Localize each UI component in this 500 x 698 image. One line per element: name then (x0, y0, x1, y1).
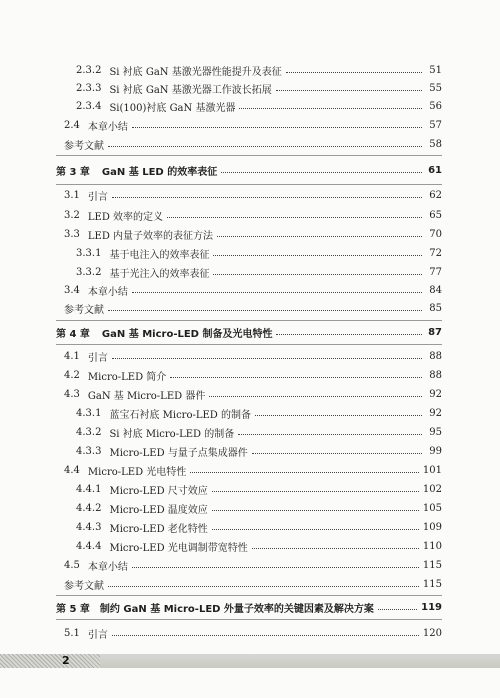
toc-entry[interactable] (76, 518, 442, 536)
dot-leader (167, 217, 422, 218)
toc-entry[interactable] (76, 97, 442, 115)
toc-entry-number: 3.3.2 (76, 266, 102, 278)
toc-chapter-number: 第 3 章 (56, 166, 90, 178)
toc-entry-title: Si(100)衬底 GaN 基激光器 (109, 102, 236, 114)
toc-entry[interactable] (76, 499, 442, 517)
toc-entry-title: 引言 (87, 191, 108, 203)
toc-entry-page: 88 (429, 350, 442, 362)
toc-entry[interactable] (76, 263, 442, 281)
toc-entry-number: 4.4.4 (76, 540, 102, 552)
toc-entry-page: 70 (429, 228, 442, 240)
toc-entry[interactable] (64, 135, 442, 153)
toc-entry[interactable] (76, 79, 442, 97)
dot-leader (209, 396, 422, 397)
toc-entry-page: 105 (422, 502, 442, 514)
toc-entry-page: 101 (422, 464, 442, 476)
toc-chapter-title: GaN 基 LED 的效率表征 (101, 166, 218, 178)
toc-entry-title: Si 衬底 GaN 基激光器性能提升及表征 (109, 66, 282, 78)
toc-entry-page: 95 (429, 426, 442, 438)
dot-leader (221, 172, 422, 173)
toc-chapter-number: 第 5 章 (56, 603, 90, 615)
toc-entry-title: 本章小结 (87, 286, 128, 298)
chapter-divider (56, 320, 442, 321)
dot-leader (112, 635, 419, 636)
toc-entry[interactable] (64, 116, 442, 134)
dot-leader (212, 491, 419, 492)
toc-entry-title: Micro-LED 简介 (87, 371, 167, 383)
toc-entry-number: 3.1 (64, 189, 80, 201)
toc-entry-number: 4.3.2 (76, 426, 102, 438)
dot-leader (212, 510, 419, 511)
toc-entry-page: 85 (429, 302, 442, 314)
toc-entry-page: 109 (422, 521, 442, 533)
toc-chapter[interactable] (56, 323, 442, 341)
toc-entry-page: 72 (429, 247, 442, 259)
toc-entry-page: 115 (422, 578, 442, 590)
toc-entry-title: Micro-LED 光电调制带宽特性 (109, 542, 248, 554)
toc-entry-title: Micro-LED 老化特性 (109, 523, 208, 535)
toc-entry-title: LED 内量子效率的表征方法 (87, 230, 214, 242)
toc-entry-page: 58 (429, 138, 442, 150)
toc-entry-title: 基于电注入的效率表征 (109, 249, 210, 261)
toc-entry-number: 4.4.1 (76, 483, 102, 495)
toc-entry[interactable] (64, 385, 442, 403)
toc-entry-page: 92 (429, 407, 442, 419)
dot-leader (132, 127, 422, 128)
chapter-divider (56, 619, 442, 620)
toc-entry-title: 蓝宝石衬底 Micro-LED 的制备 (109, 409, 251, 421)
toc-chapter-title: 制约 GaN 基 Micro-LED 外量子效率的关键因素及解决方案 (99, 603, 374, 615)
dot-leader (276, 90, 422, 91)
toc-entry[interactable] (64, 461, 442, 479)
toc-entry-number: 4.5 (64, 559, 80, 571)
toc-entry-page: 77 (429, 266, 442, 278)
toc-entry-number: 3.3.1 (76, 247, 102, 259)
toc-entry[interactable] (76, 404, 442, 422)
toc-entry[interactable] (76, 61, 442, 79)
dot-leader (213, 274, 422, 275)
toc-entry-page: 88 (429, 369, 442, 381)
toc-entry-title: 参考文献 (64, 580, 104, 592)
dot-leader (255, 415, 422, 416)
dot-leader (286, 72, 422, 73)
toc-entry-number: 4.3 (64, 388, 80, 400)
toc-entry-title: 引言 (87, 352, 108, 364)
toc-entry-title: Si 衬底 GaN 基激光器工作波长拓展 (109, 84, 272, 96)
toc-entry-number: 3.4 (64, 284, 80, 296)
toc-entry-number: 4.3.1 (76, 407, 102, 419)
toc-entry-page: 56 (429, 100, 442, 112)
toc-entry-number: 4.3.3 (76, 445, 102, 457)
toc-entry-page: 57 (429, 119, 442, 131)
dot-leader (112, 197, 422, 198)
toc-entry-page: 55 (429, 82, 442, 94)
toc-entry[interactable] (76, 480, 442, 498)
toc-entry-title: 参考文献 (64, 304, 104, 316)
toc-entry-title: 本章小结 (87, 121, 128, 133)
toc-entry[interactable] (64, 281, 442, 299)
toc-chapter-page: 119 (421, 601, 442, 613)
toc-entry-number: 3.2 (64, 209, 80, 221)
toc-entry-page: 102 (422, 483, 442, 495)
toc-entry[interactable] (64, 299, 442, 317)
dot-leader (217, 236, 422, 237)
toc-entry[interactable] (64, 624, 442, 642)
toc-entry-title: Si 衬底 Micro-LED 的制备 (109, 428, 235, 440)
toc-entry-title: 本章小结 (87, 561, 128, 573)
toc-entry-number: 4.2 (64, 369, 80, 381)
toc-entry[interactable] (64, 366, 442, 384)
dot-leader (252, 453, 422, 454)
toc-chapter-title: GaN 基 Micro-LED 制备及光电特性 (101, 328, 273, 340)
toc-entry-title: LED 效率的定义 (87, 211, 164, 223)
chapter-divider (56, 595, 442, 596)
toc-entry-number: 4.4.3 (76, 521, 102, 533)
toc-entry-page: 84 (429, 284, 442, 296)
chapter-divider (56, 155, 442, 156)
footer-decoration (0, 654, 100, 668)
toc-entry[interactable] (64, 556, 442, 574)
toc-entry-title: GaN 基 Micro-LED 器件 (87, 390, 206, 402)
toc-entry-page: 92 (429, 388, 442, 400)
dot-leader (238, 434, 422, 435)
toc-chapter-page: 61 (428, 164, 442, 176)
toc-entry-page: 62 (429, 189, 442, 201)
toc-chapter-page: 87 (428, 326, 442, 338)
dot-leader (378, 609, 417, 610)
toc-entry[interactable] (76, 537, 442, 555)
dot-leader (132, 292, 422, 293)
toc-entry-number: 4.4 (64, 464, 80, 476)
chapter-divider (56, 344, 442, 345)
toc-entry-number: 4.1 (64, 350, 80, 362)
toc-entry-number: 2.3.4 (76, 100, 102, 112)
toc-entry[interactable] (64, 186, 442, 204)
dot-leader (112, 358, 422, 359)
dot-leader (213, 255, 422, 256)
dot-leader (132, 567, 419, 568)
dot-leader (212, 529, 419, 530)
toc-entry-title: 引言 (87, 629, 108, 641)
chapter-divider (56, 184, 442, 185)
page-number: 2 (62, 654, 70, 667)
toc-entry-number: 2.3.2 (76, 64, 102, 76)
dot-leader (170, 377, 422, 378)
toc-entry[interactable] (64, 347, 442, 365)
dot-leader (108, 310, 422, 311)
toc-entry-title: 基于光注入的效率表征 (109, 268, 210, 280)
toc-entry[interactable] (64, 225, 442, 243)
toc-entry[interactable] (76, 244, 442, 262)
dot-leader (276, 334, 422, 335)
toc-chapter[interactable] (56, 161, 442, 179)
toc-entry-page: 99 (429, 445, 442, 457)
toc-entry-title: Micro-LED 与量子点集成器件 (109, 447, 248, 459)
toc-entry-title: 参考文献 (64, 140, 104, 152)
toc-entry-page: 65 (429, 209, 442, 221)
toc-entry[interactable] (64, 575, 442, 593)
dot-leader (108, 586, 419, 587)
toc-entry-number: 2.4 (64, 119, 80, 131)
toc-entry-page: 51 (429, 64, 442, 76)
toc-entry-page: 120 (422, 627, 442, 639)
toc-entry-number: 2.3.3 (76, 82, 102, 94)
toc-chapter-number: 第 4 章 (56, 328, 90, 340)
dot-leader (108, 146, 422, 147)
toc-entry-number: 3.3 (64, 228, 80, 240)
toc-entry-page: 115 (422, 559, 442, 571)
toc-entry-page: 110 (422, 540, 442, 552)
toc-entry-title: Micro-LED 光电特性 (87, 466, 187, 478)
dot-leader (239, 108, 422, 109)
dot-leader (190, 472, 419, 473)
toc-entry-number: 5.1 (64, 627, 80, 639)
toc-chapter[interactable] (56, 598, 442, 616)
toc-entry[interactable] (64, 206, 442, 224)
toc-entry-number: 4.4.2 (76, 502, 102, 514)
toc-entry[interactable] (76, 442, 442, 460)
toc-entry[interactable] (76, 423, 442, 441)
toc-entry-title: Micro-LED 尺寸效应 (109, 485, 208, 497)
toc-entry-title: Micro-LED 温度效应 (109, 504, 208, 516)
dot-leader (252, 548, 419, 549)
